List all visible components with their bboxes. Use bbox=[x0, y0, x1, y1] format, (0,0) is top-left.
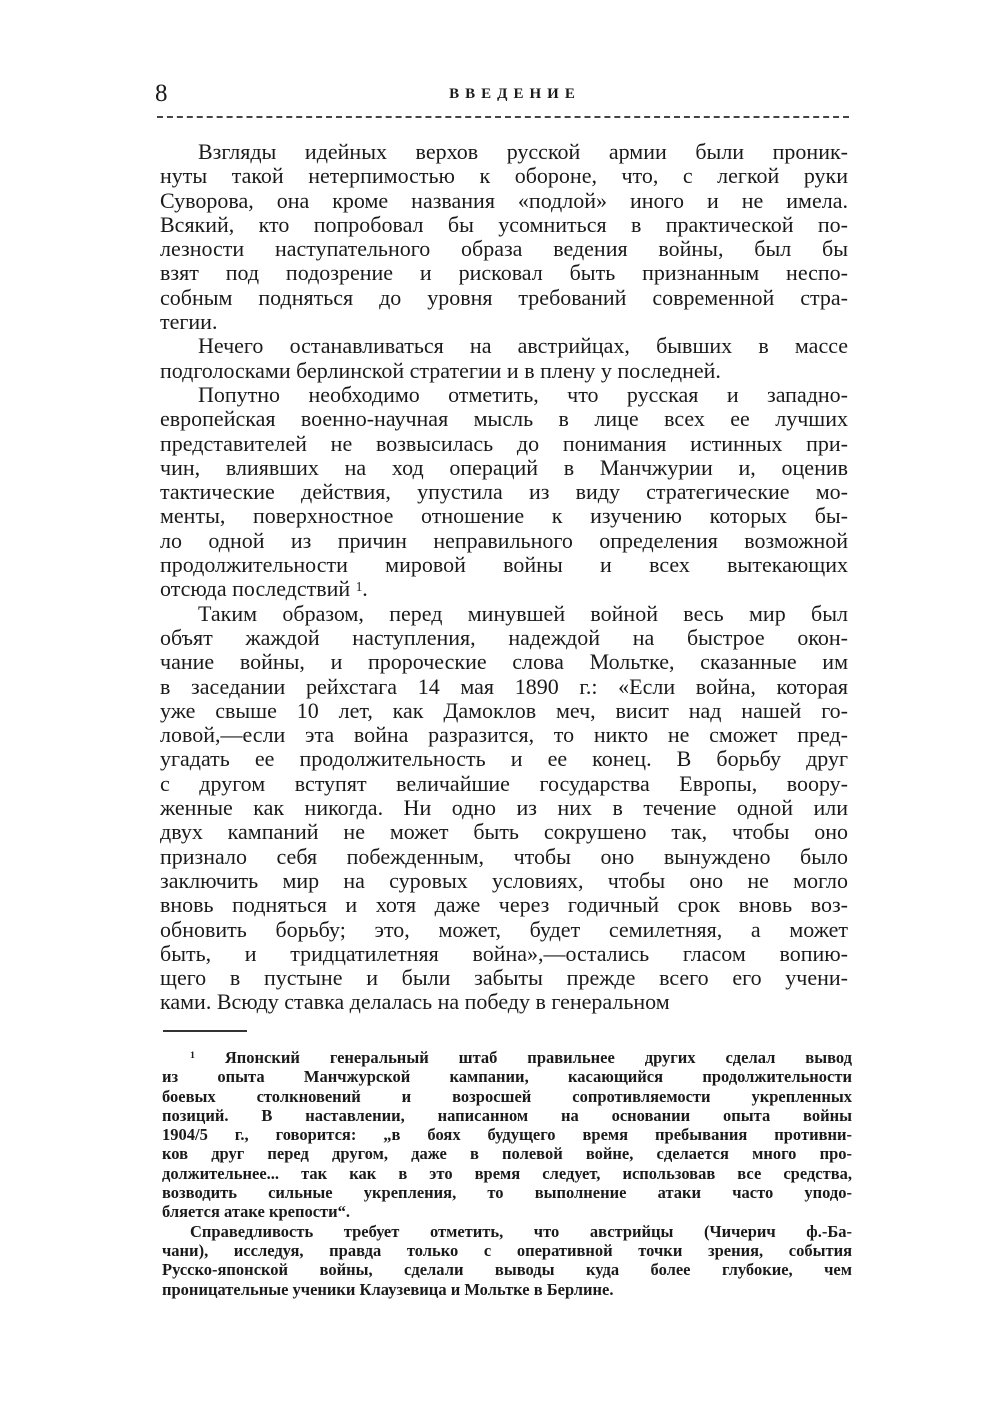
text-line bbox=[160, 699, 848, 723]
text-line bbox=[160, 772, 848, 796]
line-text: Всякий, кто попробовал бы усомниться в практической по- bbox=[160, 211, 848, 237]
text-line bbox=[160, 796, 848, 820]
text-line bbox=[160, 626, 848, 650]
text-line bbox=[160, 334, 848, 358]
text-line bbox=[162, 1048, 852, 1067]
line-text: быть, и тридцатилетняя война»,—остались гласом вопию- bbox=[160, 940, 848, 966]
text-line bbox=[162, 1241, 852, 1260]
line-text: Взгляды идейных верхов русской армии были проник- bbox=[198, 139, 848, 164]
line-text: продолжительности мировой войны и всех вытекающих bbox=[160, 552, 848, 578]
text-line bbox=[160, 602, 848, 626]
line-text: Справедливость требует отметить, что австрийцы (Чичерич ф.-Ба- bbox=[190, 1221, 852, 1241]
text-line bbox=[160, 432, 848, 456]
line-text: заключить мир на суровых условиях, чтобы оно не могло bbox=[160, 867, 848, 893]
line-text: Нечего останавливаться на австрийцах, бывших в массе bbox=[198, 333, 848, 359]
text-line: отсюда последствий $^1$. bbox=[160, 576, 368, 602]
line-text: возводить сильные укрепления, то выполнение атаки часто уподо- bbox=[162, 1183, 852, 1203]
line-text: вновь подняться и хотя даже через годичный срок вновь воз- bbox=[160, 892, 848, 918]
text-line bbox=[160, 480, 848, 504]
header-rule bbox=[157, 116, 849, 118]
text-line bbox=[160, 383, 848, 407]
line-text: чин, влиявших на ход операций в Манчжурии и, оценив bbox=[160, 454, 848, 480]
text-line bbox=[160, 942, 848, 966]
page-number: 8 bbox=[155, 80, 168, 107]
footnote-rule bbox=[163, 1030, 247, 1032]
footnote-marker: 1 bbox=[190, 1050, 195, 1061]
line-text: должительнее... так как в это время следует, использовав все средства, bbox=[162, 1163, 852, 1183]
line-text: европейская военно-научная мысль в лице всех ее лучших bbox=[160, 406, 848, 432]
line-text: щего в пустыне и были забыты прежде всего его учени- bbox=[160, 965, 848, 991]
text-line bbox=[162, 1067, 852, 1086]
line-text: отсюда последствий bbox=[160, 576, 351, 602]
line-text: Суворова, она кроме названия «подлой» иного и не имела. bbox=[160, 187, 848, 213]
text-line bbox=[160, 286, 848, 310]
text-line bbox=[160, 869, 848, 893]
line-text: двух кампаний не может быть сокрушено так, чтобы оно bbox=[160, 819, 848, 845]
line-text: Попутно необходимо отметить, что русская и западно- bbox=[198, 381, 848, 407]
text-line bbox=[162, 1183, 852, 1202]
text-line bbox=[162, 1125, 852, 1144]
text-line bbox=[160, 966, 848, 990]
line-text: подголосками берлинской стратегии и в плену у последней. bbox=[160, 357, 721, 383]
text-line bbox=[160, 893, 848, 917]
text-line bbox=[162, 1106, 852, 1125]
line-text: угадать ее продолжительность и ее конец. В борьбу друг bbox=[160, 746, 848, 772]
line-text: проницательные ученики Клаузевица и Мольтке в Берлине. bbox=[162, 1279, 614, 1299]
text-line bbox=[162, 1222, 852, 1241]
text-line bbox=[160, 990, 848, 1014]
line-text: обновить борьбу; это, может, будет семилетняя, а может bbox=[160, 916, 848, 942]
text-line bbox=[160, 529, 848, 553]
text-line bbox=[162, 1087, 852, 1106]
main-text bbox=[160, 140, 848, 1015]
text-line bbox=[160, 553, 848, 577]
running-title: ВВЕДЕНИЕ bbox=[449, 86, 581, 102]
line-text: ло одной из причин неправильного определения возможной bbox=[160, 527, 848, 553]
text-line bbox=[160, 237, 848, 261]
line-text: чание войны, и пророческие слова Мольтке, сказанные им bbox=[160, 649, 848, 675]
line-text: Таким образом, перед минувшей войной весь мир был bbox=[198, 600, 848, 626]
text-line bbox=[160, 723, 848, 747]
line-text: ками. Всюду ставка делалась на победу в генеральном bbox=[160, 989, 670, 1015]
line-text: с другом вступят величайшие государства Европы, воору- bbox=[160, 770, 848, 796]
line-text: Японский генеральный штаб правильнее других сделал вывод bbox=[224, 1048, 853, 1067]
line-text: менты, поверхностное отношение к изучению которых бы- bbox=[160, 503, 848, 529]
line-text: тактические действия, упустила из виду стратегические мо- bbox=[160, 479, 848, 505]
line-text: уже свыше 10 лет, как Дамоклов меч, висит над нашей го- bbox=[160, 697, 848, 723]
line-text: бляется атаке крепости“. bbox=[162, 1202, 351, 1222]
text-line bbox=[160, 140, 848, 164]
line-text: ков друг перед другом, даже в полевой войне, сделается много про- bbox=[162, 1144, 852, 1164]
line-text: чани), исследуя, правда только с оперативной точки зрения, события bbox=[162, 1240, 852, 1260]
line-text: 1904/5 г., говорится: „в боях будущего время пребывания противни- bbox=[162, 1125, 852, 1145]
text-line bbox=[160, 213, 848, 237]
text-line bbox=[160, 189, 848, 213]
line-text: в заседании рейхстага 14 мая 1890 г.: «Если война, которая bbox=[160, 673, 848, 699]
text-line bbox=[162, 1260, 852, 1279]
line-text: ловой,—если эта война разразится, то никто не сможет пред- bbox=[160, 722, 848, 748]
text-line bbox=[162, 1164, 852, 1183]
text-line bbox=[160, 845, 848, 869]
line-text: признало себя побежденным, чтобы оно вынуждено было bbox=[160, 843, 848, 869]
text-line bbox=[160, 164, 848, 188]
line-text: боевых столкновений и возросшей сопротивляемости укрепленных bbox=[162, 1086, 852, 1106]
footnotes bbox=[162, 1048, 852, 1299]
line-text: представителей не возвысилась до понимания истинных при- bbox=[160, 430, 848, 456]
text-line bbox=[160, 261, 848, 285]
text-line bbox=[160, 820, 848, 844]
line-text: Русско-японской войны, сделали выводы куда более глубокие, чем bbox=[162, 1260, 852, 1280]
line-text: объят жаждой наступления, надеждой на быстрое окон- bbox=[160, 624, 848, 650]
line-text: женные как никогда. Ни одно из них в течение одной или bbox=[160, 795, 848, 821]
text-line bbox=[160, 504, 848, 528]
line-text: взят под подозрение и рисковал быть признанным неспо- bbox=[160, 260, 848, 286]
line-text: позиций. В наставлении, написанном на основании опыта войны bbox=[162, 1105, 852, 1125]
text-line bbox=[160, 650, 848, 674]
line-text: из опыта Манчжурской кампании, касающийся продолжительности bbox=[162, 1067, 852, 1087]
text-line bbox=[160, 407, 848, 431]
text-line bbox=[160, 675, 848, 699]
text-line bbox=[162, 1202, 852, 1221]
text-line bbox=[160, 310, 848, 334]
text-line bbox=[160, 918, 848, 942]
line-text: лезности наступательного образа ведения войны, был бы bbox=[160, 236, 848, 262]
text-line bbox=[160, 747, 848, 771]
text-line bbox=[160, 359, 848, 383]
line-text: тегии. bbox=[160, 309, 218, 335]
text-line bbox=[160, 456, 848, 480]
line-text: нуты такой нетерпимостью к обороне, что, с легкой руки bbox=[160, 163, 848, 189]
line-text: собным подняться до уровня требований современной стра- bbox=[160, 284, 848, 310]
text-line bbox=[162, 1280, 852, 1299]
text-line bbox=[162, 1144, 852, 1163]
footnote-reference[interactable]: 1 bbox=[355, 579, 363, 595]
